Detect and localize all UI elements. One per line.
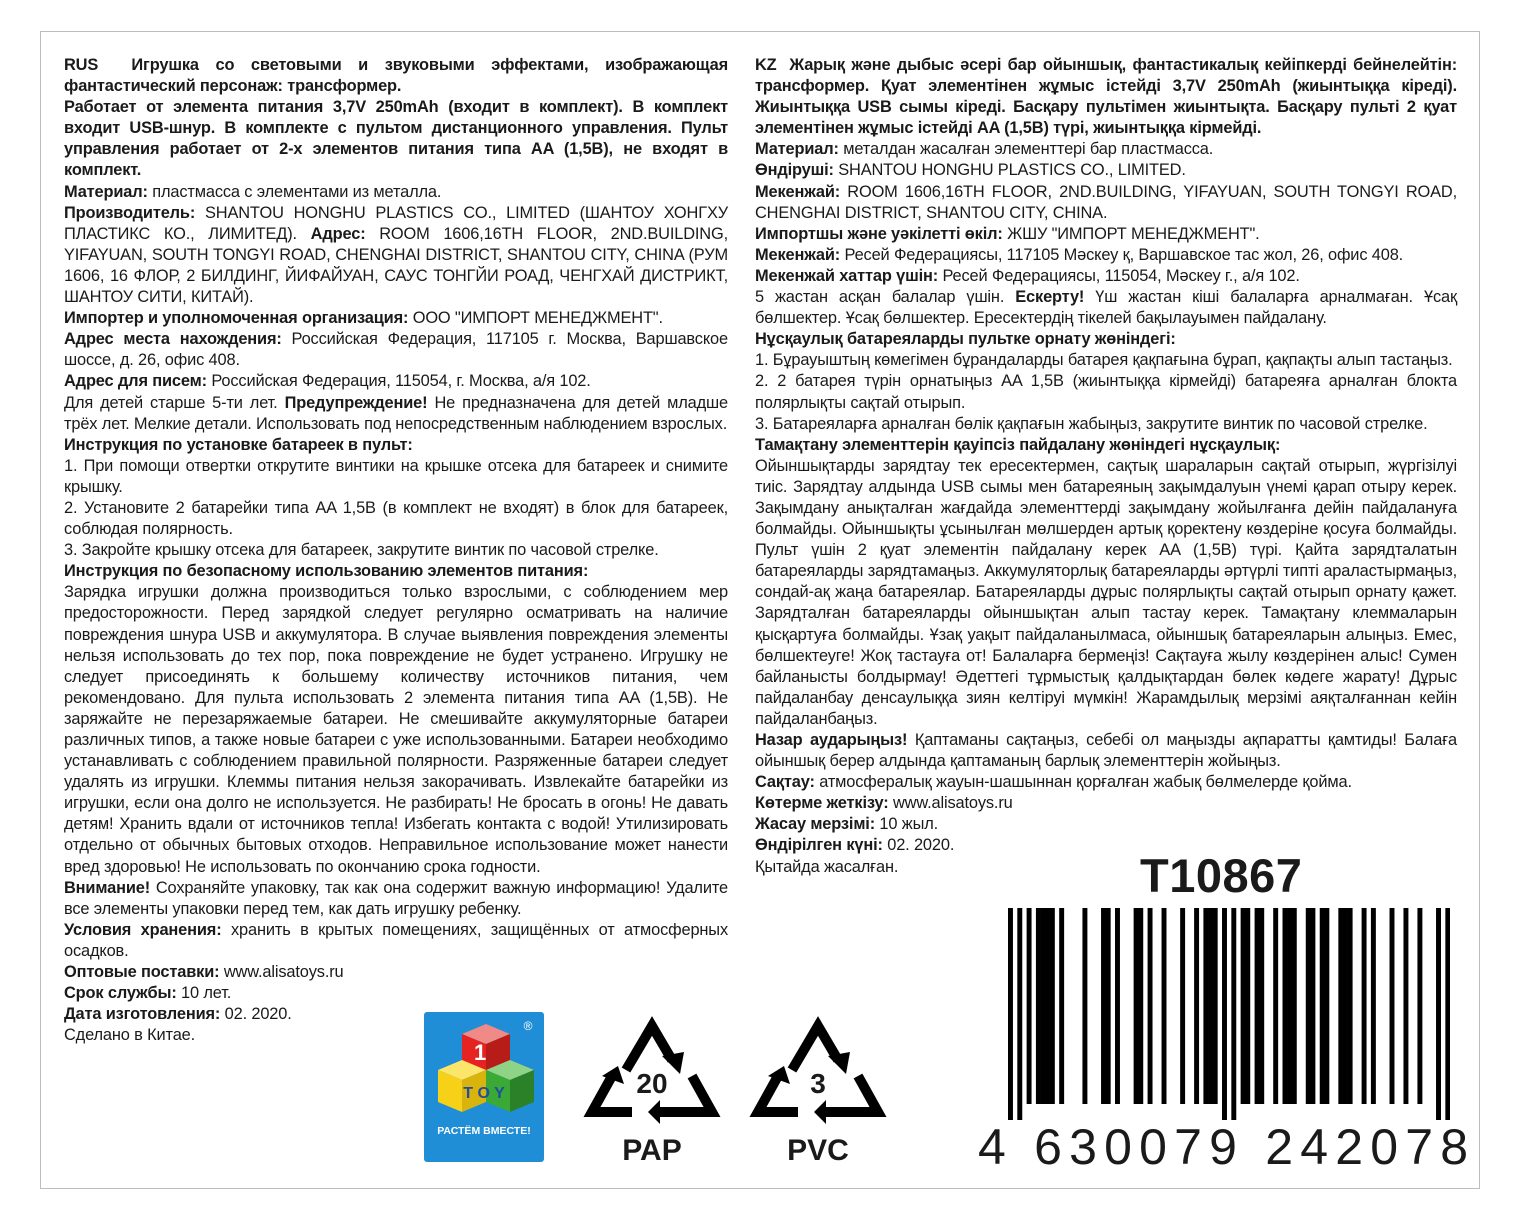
rus-wholesale: Оптовые поставки: www.alisatoys.ru — [64, 963, 344, 982]
barcode-bar — [1027, 908, 1032, 1104]
barcode-bar — [1417, 908, 1422, 1104]
barcode-bar — [1310, 908, 1315, 1104]
barcode-bar — [1008, 908, 1013, 1120]
kz-made-in: Қытайда жасалған. — [755, 857, 899, 876]
kz-lang-code: KZ — [755, 56, 777, 74]
barcode-bar — [1371, 908, 1376, 1104]
kz-attention: Назар аударыңыз! Қаптаманы сақтаңыз, себебі ол маңызды ақпаратты қамтиды! Балаға ойыншық берер алдында қаптаманың барлық элементтерін жойыңыз. — [755, 731, 1457, 771]
logo-slogan: РАСТЁМ ВМЕСТЕ! — [437, 1125, 531, 1137]
recycle-code: PVC — [787, 1134, 849, 1167]
kz-address: Мекенжай: ROOM 1606,16TH FLOOR, 2ND.BUILDING, YIFAYUAN, SOUTH TONGYI ROAD, CHENGHAI DISTRICT, SHANTOU CITY, CHINA. — [755, 182, 1457, 222]
rus-material: Материал: пластмасса с элементами из металла. — [64, 182, 442, 201]
recycle-symbol-pap — [582, 1012, 722, 1172]
recycle-symbol-pvc — [748, 1012, 888, 1172]
barcode-bar — [1194, 908, 1199, 1104]
barcode-bar — [1445, 908, 1450, 1120]
barcode-bar — [1162, 908, 1167, 1104]
kz-battery-heading: Нұсқаулық батареяларды пультке орнату жөніндегі: — [755, 330, 1176, 349]
barcode-bar — [1343, 908, 1348, 1104]
barcode-bar — [1208, 908, 1213, 1104]
barcode-bar — [1180, 908, 1185, 1104]
barcode-bar — [1287, 908, 1292, 1104]
kz-battery-step-1: 1. Бұрауыштың көмегімен бұрандаларды батарея қақпағына бұрап, қақпақты алып тастаңыз. — [755, 351, 1453, 370]
barcode-bar — [1059, 908, 1064, 1104]
rus-manufacturer: Производитель: SHANTOU HONGHU PLASTICS CO., LIMITED (ШАНТОУ ХОНГХУ ПЛАСТИКС КО., ЛИМИТЕД). Адрес: ROOM 1606,16TH FLOOR, 2ND.BUILDING, YIFAYUAN, SOUTH TONGYI ROAD, CHENGHAI DISTRICT, SHANTOU CITY, CHINA (РУМ 1606, 16 ФЛОР, 2 БИЛДИНГ, ЙИФАЙУАН, САУС ТОНГЙИ РОАД, ЧЕНГХАЙ ДИСТРИКТ, ШАНТОУ СИТИ, КИТАЙ). — [64, 203, 728, 307]
kz-service-life: Жасау мерзімі: 10 жыл. — [755, 815, 939, 834]
kz-battery-step-3: 3. Батареяларға арналған бөлік қақпағын жабыңыз, закрутите винтик по часовой стрелке. — [755, 414, 1428, 433]
rus-power-info: Работает от элемента питания 3,7V 250mAh (входит в комплект). В комплект входит USB-шнур. В комплекте с пультом дистанционного управления. Пульт управления работает от 2-х элементов питания типа AA (1,5В), не входят в комплект. — [64, 98, 728, 180]
rus-safety-heading: Инструкция по безопасному использованию элементов питания: — [64, 562, 589, 581]
kz-importer: Импортшы және уәкілетті өкіл: ЖШУ "ИМПОРТ МЕНЕДЖМЕНТ". — [755, 224, 1260, 243]
recycle-code: PAP — [622, 1134, 682, 1167]
kz-intro: KZ Жарық және дыбыс әсері бар ойыншық, фантастикалық кейіпкерді бейнелейтін: трансформер. Қуат элементінен жұмыс істейді 3,7V 250mAh (жиынтыққа кіреді). Жиынтыққа USB сымы кіреді. Басқару пультімен жиынтықта. Басқару пульті 2 қуат элементінен жұмыс істейді AA (1,5В) түрі, жиынтыққа кірмейді. — [755, 56, 1458, 138]
barcode-bar — [1115, 908, 1120, 1104]
barcode-bar — [1050, 908, 1055, 1104]
kz-location: Мекенжай: Ресей Федерациясы, 117105 Мәскеу қ, Варшавское тас жол, 26, офис 408. — [755, 245, 1404, 264]
barcode-bar — [1231, 908, 1236, 1120]
kazakh-text-column — [755, 55, 1457, 878]
barcode-bar — [1320, 908, 1325, 1104]
barcode-bar — [1222, 908, 1227, 1120]
barcode-bar — [1082, 908, 1087, 1104]
barcode-bar — [1259, 908, 1264, 1104]
rus-mail-address: Адрес для писем: Российская Федерация, 115054, г. Москва, а/я 102. — [64, 372, 591, 391]
kz-mail-address: Мекенжай хаттар үшін: Ресей Федерациясы, 115054, Мәскеу г., а/я 102. — [755, 266, 1300, 285]
barcode-bar — [1436, 908, 1441, 1120]
logo-mid-letters: T O Y — [463, 1085, 505, 1102]
kz-safety-heading: Тамақтану элементтерін қауіпсіз пайдалану жөніндегі нұсқаулық: — [755, 435, 1281, 454]
kz-wholesale: Көтерме жеткізу: www.alisatoys.ru — [755, 794, 1013, 813]
logo-registered-mark: ® — [523, 1019, 533, 1033]
rus-safety-text: Зарядка игрушки должна производиться только взрослыми, с соблюдением мер предосторожности. Перед зарядкой следует регулярно осматривать на наличие повреждения шнура USB и аккумулятора. В случае выявления повреждения элементы нельзя использовать до тех пор, пока повреждение не будет устранено. Игрушку не следует присоединять к большему количеству источников питания, чем рекомендовано. Для пульта использовать 2 элемента питания типа AA (1,5В). Не заряжайте не перезаряжаемые батареи. Не смешивайте аккумуляторные батареи различных типов, а также новые батареи с уже использованными. Батареи необходимо устанавливать с соблюдением правильной полярности. Разряженные батареи следует удалять из игрушки. Клеммы питания нельзя закорачивать. Извлекайте батарейки из игрушки, если она долго не используется. Не разбирать! Не бросать в огонь! Не давать детям! Хранить вдали от источников тепла! Избегать контакта с водой! Утилизировать отдельно от обычных бытовых отходов. Неправильное использование может нанести вред здоровью! Не использовать по окончанию срока годности. — [64, 583, 728, 876]
barcode-bar — [1017, 908, 1022, 1120]
barcode-bar — [1213, 908, 1218, 1104]
rus-attention: Внимание! Сохраняйте упаковку, так как она содержит важную информацию! Удалите все элементы упаковки перед тем, как дать игрушку ребенку. — [64, 878, 728, 918]
barcode-bar — [1241, 908, 1246, 1104]
barcode-bar — [1255, 908, 1260, 1104]
barcode-digits: 4 630079 242078 — [978, 1119, 1476, 1175]
rus-lang-code: RUS — [64, 56, 99, 74]
rus-battery-heading: Инструкция по установке батареек в пульт: — [64, 435, 413, 454]
kz-age-warning: 5 жастан асқан балалар үшін. Ескерту! Үш жастан кіші балаларға арналмаған. Ұсақ бөлшектер. Ұсақ бөлшектер. Ересектердің тікелей бақылауымен пайдалану. — [755, 288, 1457, 328]
barcode-bar — [1106, 908, 1111, 1104]
rus-manufacture-date: Дата изготовления: 02. 2020. — [64, 1005, 292, 1024]
rus-age-warning: Для детей старше 5-ти лет. Предупреждение! Не предназначена для детей младше трёх лет. Мелкие детали. Использовать под непосредственным наблюдением взрослых. — [64, 393, 728, 433]
kz-manufacture-date: Өндірілген күні: 02. 2020. — [755, 836, 955, 855]
kz-material: Материал: металдан жасалған элементтері бар пластмасса. — [755, 140, 1214, 159]
rus-intro: RUS Игрушка со световыми и звуковыми эффектами, изображающая фантастический персонаж: трансформер. — [64, 56, 728, 96]
barcode-bar — [1273, 908, 1278, 1104]
barcode-bar — [1283, 908, 1288, 1104]
barcode-bar — [1245, 908, 1250, 1104]
article-number: T10867 — [1140, 849, 1303, 902]
barcode-bar — [1403, 908, 1408, 1104]
recycle-number: 3 — [810, 1068, 826, 1099]
barcode-bar — [1134, 908, 1139, 1104]
recycle-number: 20 — [636, 1068, 668, 1099]
barcode-bar — [1045, 908, 1050, 1104]
1toy-logo — [424, 1012, 544, 1162]
barcode — [1008, 908, 1450, 1120]
rus-location: Адрес места нахождения: Российская Федерация, 117105 г. Москва, Варшавское шоссе, д. 26, офис 408. — [64, 330, 728, 370]
barcode-bar — [1338, 908, 1343, 1104]
rus-battery-step-2: 2. Установите 2 батарейки типа AA 1,5В (в комплект не входят) в блок для батареек, соблюдая полярность. — [64, 498, 728, 539]
barcode-bar — [1101, 908, 1106, 1104]
barcode-bar — [1148, 908, 1153, 1104]
rus-storage: Условия хранения: хранить в крытых помещениях, защищённых от атмосферных осадков. — [64, 920, 728, 960]
barcode-bar — [1203, 908, 1208, 1104]
kz-storage: Сақтау: атмосфералық жауын-шашыннан қорғалған жабық бөлмелерде қойма. — [755, 773, 1352, 792]
barcode-bar — [1292, 908, 1297, 1104]
barcode-bar — [1306, 908, 1311, 1104]
logo-top-letter: 1 — [474, 1040, 487, 1065]
kz-battery-step-2: 2. 2 батарея түрін орнатыңыз AA 1,5В (жиынтыққа кірмейді) батареяға арналған блокта полярлықты сақтай отырып. — [755, 372, 1457, 412]
russian-text-column — [64, 55, 728, 1046]
rus-battery-step-3: 3. Закройте крышку отсека для батареек, закрутите винтик по часовой стрелке. — [64, 541, 659, 560]
barcode-bar — [1036, 908, 1041, 1104]
barcode-bar — [1324, 908, 1329, 1104]
rus-importer: Импортер и уполномоченная организация: ООО "ИМПОРТ МЕНЕДЖМЕНТ". — [64, 309, 663, 328]
barcode-bar — [1348, 908, 1353, 1104]
barcode-bar — [1138, 908, 1143, 1104]
barcode-bar — [1390, 908, 1395, 1104]
kz-safety-text: Ойыншықтарды зарядтау тек ересектермен, сақтық шараларын сақтай отырып, жүргізілуі тиіс. Зарядтау алдында USB сымы мен батареяның зақымдалуын үнемі қарап отыру керек. Зақымдану анықталған жағдайда элементтерді зақымдану жойылғанға дейін пайдалануға болмайды. Ойыншықты ұсынылған мөлшерден артық қоректену көздеріне қосуға болмайды. Пульт үшін 2 қуат элементін пайдалану керек AA (1,5В) түрі. Қайта зарядталатын батареяларды зарядтамаңыз. Аккумуляторлық батареяларды әртүрлі типті араластырмаңыз, сондай-ақ жаңа батареялар. Батареяларды дұрыс полярлықты сақтай отырып орнату қажет. Зарядталған батареяларды ойыншықтан алып тастау керек. Тамақтану клеммаларын қысқартуға болмайды. Ұзақ уақыт пайдаланылмаса, ойыншық батареяларын алыңыз. Емес, бөлшектеуге! Жоқ тастауға от! Балаларға бермеңіз! Сақтауға жылу көздерінен алыс! Сумен байланысты болдырмау! Әдеттегі тұрмыстық қалдықтардан бөлек көдеге жарату! Дұрыс пайдаланбау денсаулыққа зиян келтіруі мүмкін! Жарамдылық мерзімі аяқталғаннан кейін пайдаланбаңыз. — [755, 456, 1457, 728]
rus-made-in: Сделано в Китае. — [64, 1026, 196, 1045]
rus-service-life: Срок службы: 10 лет. — [64, 984, 232, 1003]
rus-battery-step-1: 1. При помощи отвертки открутите винтики на крышке отсека для батареек и снимите крышку. — [64, 456, 728, 496]
barcode-bar — [1041, 908, 1046, 1104]
kz-manufacturer: Өндіруші: SHANTOU HONGHU PLASTICS CO., LIMITED. — [755, 161, 1186, 180]
barcode-bar — [1362, 908, 1367, 1104]
